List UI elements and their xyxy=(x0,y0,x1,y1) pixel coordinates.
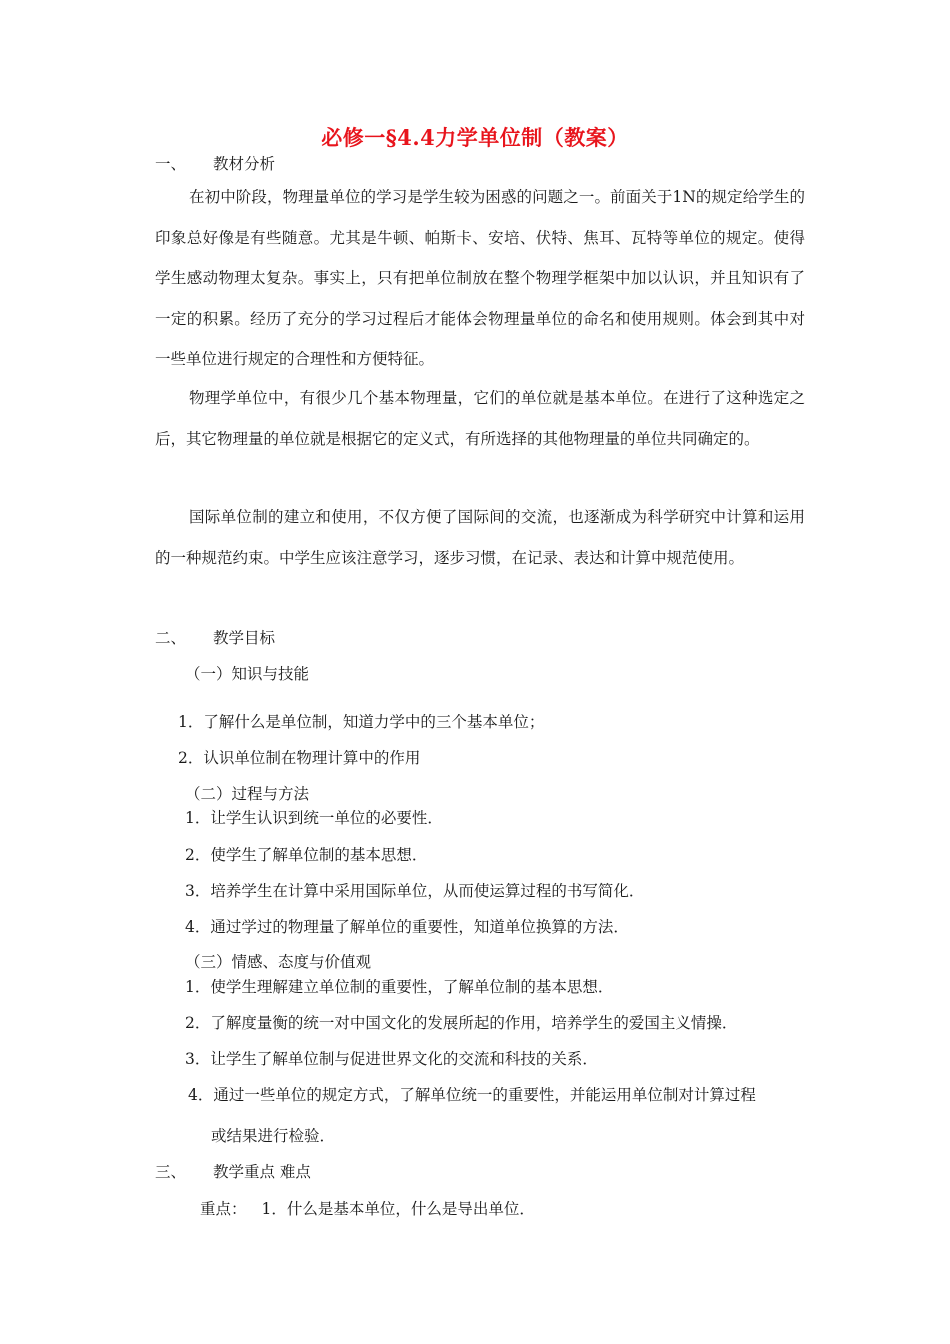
analysis-paragraph-1: 在初中阶段，物理量单位的学习是学生较为困惑的问题之一。前面关于1N的规定给学生的印象总好像是有些随意。尤其是牛顿、帕斯卡、安培、伏特、焦耳、瓦特等单位的规定。使得学生感动物理太复杂。事实上，只有把单位制放在整个物理学框架中加以认识，并且知识有了一定的积累。经历了充分的学习过程后才能体会物理量单位的命名和使用规则。体会到其中对一些单位进行规定的合理性和方便特征。 xyxy=(155,188,805,368)
emotion-item-4: 4．通过一些单位的规定方式，了解单位统一的重要性，并能运用单位制对计算过程 xyxy=(188,1086,756,1104)
section-number: 二、 xyxy=(155,629,187,647)
section-number: 一、 xyxy=(155,155,187,173)
process-item-3: 3．培养学生在计算中采用国际单位，从而使运算过程的书写简化． xyxy=(185,882,645,900)
section-label: 教材分析 xyxy=(213,155,276,173)
subheading-emotion: （三）情感、态度与价值观 xyxy=(185,953,372,971)
emotion-item-1: 1．使学生理解建立单位制的重要性，了解单位制的基本思想． xyxy=(185,978,614,996)
section-label: 教学目标 xyxy=(213,629,276,647)
section-number: 三、 xyxy=(155,1163,187,1181)
knowledge-item-2: 2．认识单位制在物理计算中的作用 xyxy=(178,749,421,767)
process-item-1: 1．让学生认识到统一单位的必要性． xyxy=(185,809,443,827)
subheading-knowledge: （一）知识与技能 xyxy=(185,665,310,683)
analysis-paragraph-2: 物理学单位中，有很少几个基本物理量，它们的单位就是基本单位。在进行了这种选定之后，其它物理量的单位就是根据它的定义式，有所选择的其他物理量的单位共同确定的。 xyxy=(155,389,805,448)
emotion-item-4-continuation: 或结果进行检验． xyxy=(211,1127,336,1145)
section-label: 教学重点 难点 xyxy=(213,1163,311,1181)
subheading-process: （二）过程与方法 xyxy=(185,785,310,803)
emotion-item-3: 3．让学生了解单位制与促进世界文化的交流和科技的关系． xyxy=(185,1050,598,1068)
key-points-label: 重点： xyxy=(200,1200,247,1218)
document-title: 必修一§4.4力学单位制（教案） xyxy=(321,125,629,150)
knowledge-item-1: 1．了解什么是单位制，知道力学中的三个基本单位； xyxy=(178,713,545,731)
process-item-2: 2．使学生了解单位制的基本思想． xyxy=(185,846,428,864)
section-heading-analysis xyxy=(155,152,275,174)
emotion-item-2: 2．了解度量衡的统一对中国文化的发展所起的作用，培养学生的爱国主义情操． xyxy=(185,1014,738,1032)
analysis-paragraph-3: 国际单位制的建立和使用，不仅方便了国际间的交流，也逐渐成为科学研究中计算和运用的一种规范约束。中学生应该注意学习，逐步习惯，在记录、表达和计算中规范使用。 xyxy=(155,508,805,567)
process-item-4: 4．通过学过的物理量了解单位的重要性，知道单位换算的方法． xyxy=(185,918,629,936)
key-points-line xyxy=(200,1197,535,1219)
key-points-item-1: 1．什么是基本单位，什么是导出单位． xyxy=(261,1200,535,1218)
section-heading-goals xyxy=(155,626,275,648)
section-heading-key-points xyxy=(155,1160,311,1182)
